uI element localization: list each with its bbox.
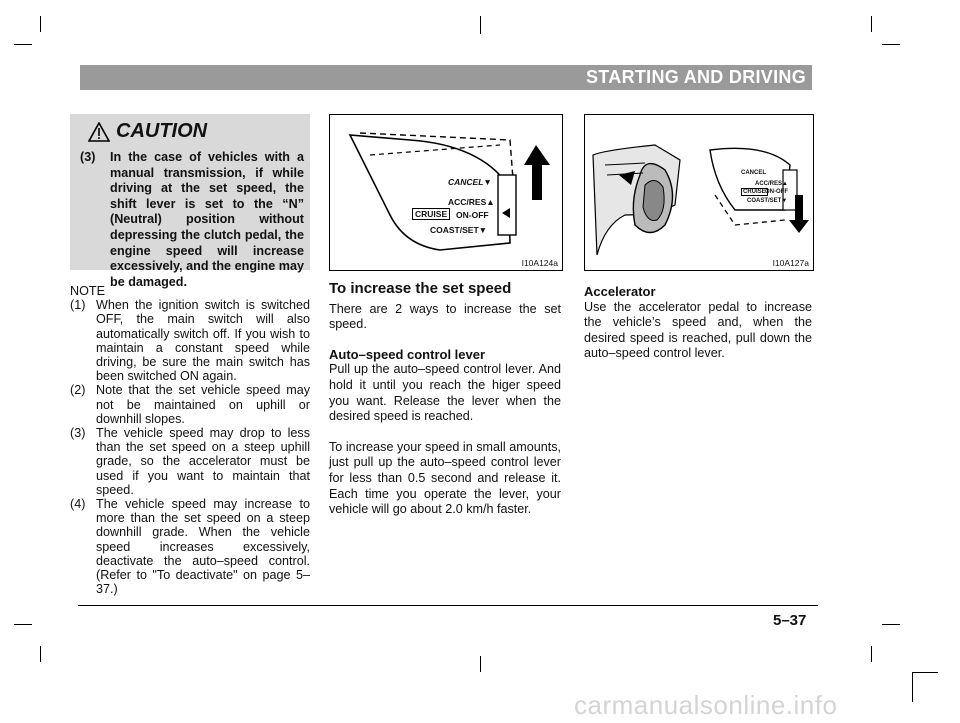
caution-item [80, 150, 304, 290]
figure-accelerator [584, 114, 814, 271]
note-label: NOTE [70, 284, 105, 298]
label-cruise: CRUISE [743, 189, 766, 195]
crop-mark [912, 672, 938, 673]
crop-mark [480, 16, 481, 34]
section-heading: To increase the set speed [329, 280, 512, 297]
note-item [70, 497, 310, 596]
caution-item-number: (3) [80, 150, 96, 164]
figure-caption: I10A127a [772, 258, 809, 268]
middle-column [329, 281, 561, 518]
page-number: 5–37 [773, 612, 807, 629]
note-item-number: (3) [70, 426, 86, 441]
intro-paragraph: There are 2 ways to increase the set speed. [329, 301, 561, 332]
figure-caption: I10A124a [521, 258, 558, 268]
note-item-text: When the ignition switch is switched OFF, the main switch will also automatically switch off. If you wish to maintain a constant speed while driving, be sure the main switch has been switched ON again. [96, 298, 310, 384]
label-on-off: ON-OFF [456, 210, 489, 220]
crop-mark [40, 16, 41, 32]
lever-paragraph-2: To increase your speed in small amounts, just pull up the auto–speed control lever for less than 0.5 second and release it. Each time you operate the lever, your vehicle will go about 2.0 km/h faster. [329, 439, 561, 517]
lever-paragraph-1: Pull up the auto–speed control lever. And hold it until you reach the higer speed you want. Release the lever when the desired speed is reached. [329, 362, 561, 424]
crop-mark [912, 672, 913, 702]
label-coast-set: COAST/SET▼ [430, 225, 488, 235]
section-header-bar [80, 65, 812, 90]
crop-mark [882, 624, 900, 625]
lever-subheading: Auto–speed control lever [329, 346, 486, 362]
accelerator-paragraph: Use the accelerator pedal to increase the vehicle’s speed and, when the desired speed is reached, pull down the auto–speed control lever. [584, 299, 812, 361]
note-item [70, 426, 310, 497]
label-coast-set: COAST/SET▼ [747, 198, 788, 204]
label-cruise: CRUISE [412, 208, 450, 220]
right-column [584, 284, 812, 362]
lever-illustration [330, 115, 562, 270]
note-item-number: (2) [70, 383, 86, 398]
label-on-off: ON-OFF [765, 189, 788, 195]
crop-mark [871, 646, 872, 662]
section-title: STARTING AND DRIVING [586, 67, 806, 87]
figure-lever-switch [329, 114, 563, 271]
caution-title: CAUTION [116, 120, 208, 142]
note-item-text: The vehicle speed may drop to less than the set speed on a steep uphill grade, so the accelerator must be used if you want to maintain that speed. [96, 426, 310, 497]
caution-item-text: In the case of vehicles with a manual transmission, if while driving at the set speed, the shift lever is set to the “N” (Neutral) position without depressing the clutch pedal, the engine speed will increase excessively, and the engine may be damaged. [110, 150, 304, 289]
label-cancel: CANCEL▼ [448, 177, 492, 187]
note-item [70, 298, 310, 383]
caution-heading [88, 120, 207, 143]
note-item [70, 383, 310, 426]
crop-mark [871, 16, 872, 32]
label-acc-res: ACC/RES▲ [755, 181, 788, 187]
crop-mark [480, 656, 481, 672]
crop-mark [40, 646, 41, 662]
accelerator-subheading: Accelerator [584, 284, 656, 299]
crop-mark [14, 44, 32, 45]
label-acc-res: ACC/RES▲ [448, 197, 495, 207]
note-item-number: (4) [70, 497, 86, 512]
label-cancel: CANCEL [741, 170, 766, 176]
warning-triangle-icon [88, 122, 110, 142]
note-item-number: (1) [70, 298, 86, 313]
footer-rule [78, 605, 818, 606]
watermark: carmanualsonline.info [574, 690, 838, 720]
note-section [70, 284, 310, 596]
crop-mark [14, 624, 32, 625]
caution-box [70, 114, 310, 289]
note-item-text: The vehicle speed may increase to more than the set speed on a steep downhill grade. When the vehicle speed increases excessively, deactivate the auto–speed control. (Refer to "To deactivate" on page 5–37.) [96, 497, 310, 597]
note-item-text: Note that the set vehicle speed may not be maintained on uphill or downhill slopes. [96, 383, 310, 426]
crop-mark [882, 44, 900, 45]
